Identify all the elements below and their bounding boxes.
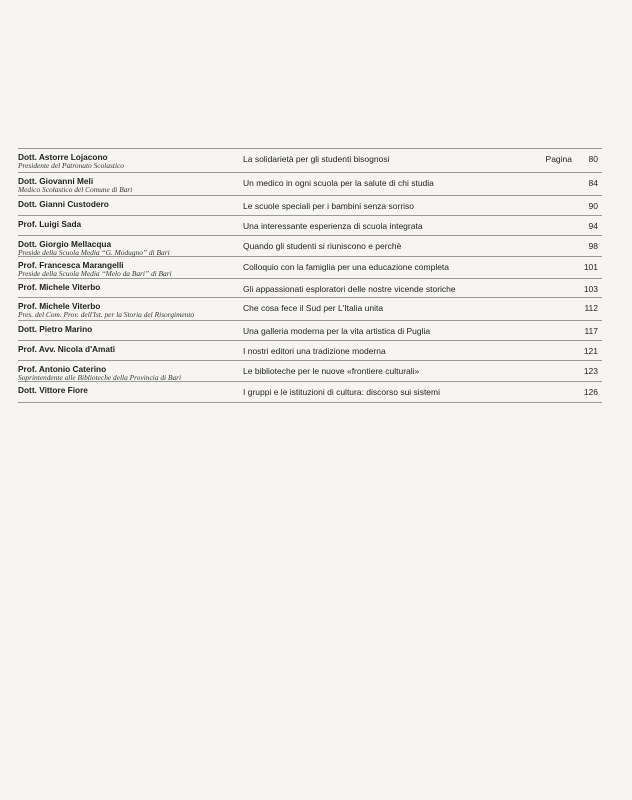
- author-role: Pres. del Com. Prov. dell'Ist. per la Storia del Risorgimento: [18, 310, 195, 319]
- author: [18, 386, 243, 395]
- toc-entry: [18, 196, 602, 216]
- toc-entry: [18, 236, 602, 257]
- author-name: Dott. Pietro Marino: [18, 324, 93, 334]
- page-label: Pagina: [545, 154, 572, 164]
- article-title: Colloquio con la famiglia per una educazione completa: [243, 262, 450, 272]
- toc-entry: [18, 173, 602, 196]
- toc-entry: [18, 149, 602, 173]
- article-title: Una galleria moderna per la vita artistica di Puglia: [243, 326, 431, 336]
- page-number: 98: [588, 241, 598, 251]
- author-name: Prof. Avv. Nicola d'Amati: [18, 344, 116, 354]
- article-title: I nostri editori una tradizione moderna: [243, 346, 386, 356]
- article-title: Una interessante esperienza di scuola integrata: [243, 221, 423, 231]
- author: [18, 302, 243, 319]
- article-title: Che cosa fece il Sud per L'Italia unita: [243, 303, 384, 313]
- author: [18, 261, 243, 278]
- author-name: Prof. Antonio Caterino: [18, 364, 107, 374]
- author: [18, 345, 243, 354]
- page-number: 103: [583, 284, 598, 294]
- toc-entry: [18, 341, 602, 361]
- page-number: 123: [583, 366, 598, 376]
- article-title: Un medico in ogni scuola per la salute di chi studia: [243, 178, 434, 188]
- author-name: Dott. Vittore Fiore: [18, 385, 88, 395]
- toc-entry: [18, 321, 602, 341]
- author-name: Dott. Astorre Lojacono: [18, 152, 108, 162]
- author-role: Preside della Scuola Media “Melo da Bari” di Bari: [18, 269, 172, 278]
- page-number: 94: [588, 221, 598, 231]
- page-number: 126: [583, 387, 598, 397]
- author-name: Dott. Giovanni Meli: [18, 176, 94, 186]
- article-title: Gli appassionati esploratori delle nostre vicende storiche: [243, 284, 456, 294]
- article-title: Le biblioteche per le nuove «frontiere culturali»: [243, 366, 420, 376]
- toc-entry: [18, 216, 602, 236]
- author-role: Medico Scolastico del Comune di Bari: [18, 185, 133, 194]
- author-name: Prof. Luigi Sada: [18, 219, 82, 229]
- toc-entry: [18, 298, 602, 321]
- author-name: Prof. Francesca Marangelli: [18, 260, 124, 270]
- article-title: La solidarietà per gli studenti bisognosi: [243, 154, 390, 164]
- toc-entry: [18, 361, 602, 382]
- page-number: 90: [588, 201, 598, 211]
- author-role: Presidente del Patronato Scolastico: [18, 161, 124, 170]
- table-of-contents: [18, 148, 602, 403]
- author: [18, 153, 243, 170]
- page-number: 112: [584, 303, 598, 313]
- page-number: 121: [583, 346, 598, 356]
- author-name: Prof. Michele Viterbo: [18, 301, 101, 311]
- author: [18, 220, 243, 229]
- page-number: 117: [584, 326, 598, 336]
- article-title: Quando gli studenti si riuniscono e perchè: [243, 241, 402, 251]
- article-title: I gruppi e le istituzioni di cultura: discorso sui sistemi: [243, 387, 440, 397]
- page-number: 80: [588, 154, 598, 164]
- author: [18, 240, 243, 257]
- author: [18, 200, 243, 209]
- article-title: Le scuole speciali per i bambini senza sorriso: [243, 201, 415, 211]
- author-role: Soprintendente alle Biblioteche della Provincia di Bari: [18, 373, 182, 382]
- author-name: Dott. Gianni Custodero: [18, 199, 109, 209]
- page-number: 101: [583, 262, 598, 272]
- author-role: Preside della Scuola Media “G. Modugno” di Bari: [18, 248, 170, 257]
- author: [18, 283, 243, 292]
- toc-entry: [18, 382, 602, 403]
- author: [18, 325, 243, 334]
- toc-entry: [18, 257, 602, 279]
- page-number: 84: [588, 178, 598, 188]
- author-name: Prof. Michele Viterbo: [18, 282, 101, 292]
- author: [18, 365, 243, 382]
- author-name: Dott. Giorgio Mellacqua: [18, 239, 112, 249]
- author: [18, 177, 243, 194]
- toc-entry: [18, 279, 602, 298]
